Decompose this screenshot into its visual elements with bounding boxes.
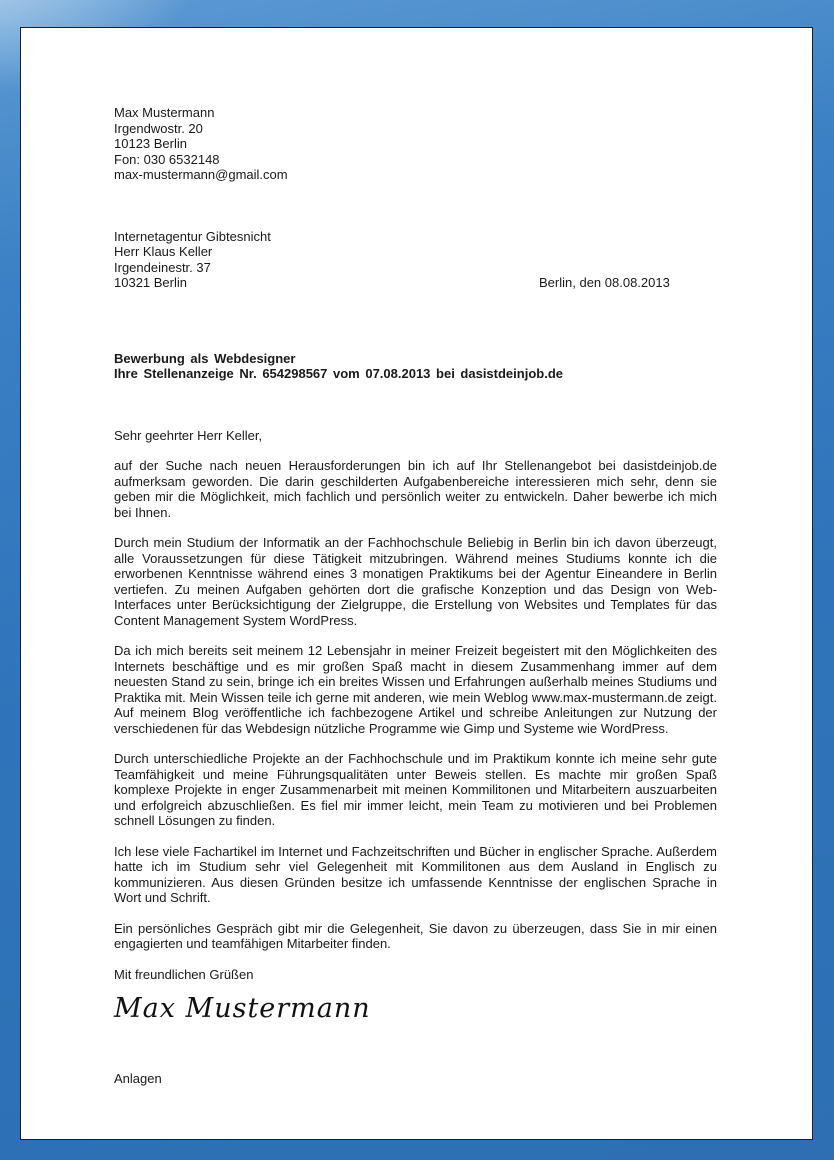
letter-page [20, 27, 813, 1140]
recipient-company: Internetagentur Gibtesnicht [114, 228, 271, 244]
letter-date: Berlin, den 08.08.2013 [539, 275, 670, 290]
salutation: Sehr geehrter Herr Keller, [114, 427, 263, 443]
subject-block [114, 351, 717, 382]
closing-phrase: Mit freundlichen Grüßen [114, 966, 254, 982]
sender-phone: Fon: 030 6532148 [114, 151, 220, 167]
sender-email: max-mustermann@gmail.com [114, 167, 288, 182]
body-paragraph: Durch mein Studium der Informatik an der Fachhochschule Beliebig in Berlin bin ich davon überzeugt, alle Voraussetzungen für diese Tätigkeit mitzubringen. Während meines Studiums konnte ich die erworbenen Kenntnisse während eines 3 monatigen Praktikums bei der Agentur Eineandere in Berlin vertiefen. Zu meinen Aufgaben gehörten dort die grafische Konzeption und das Design von Web-Interfaces unter Berücksichtigung der Zielgruppe, die Erstellung von Websites und Templates für das Content Management System WordPress. [114, 535, 717, 628]
subject-line-1: Bewerbung als Webdesigner [114, 350, 296, 366]
body-paragraph: auf der Suche nach neuen Herausforderungen bin ich auf Ihr Stellenangebot bei dasistdeinjob.de aufmerksam geworden. Die darin geschilderten Aufgabenbereiche interessieren mich sehr, denn sie geben mir die Möglichkeit, mich fachlich und persönlich weiter zu entwickeln. Daher bewerbe ich mich bei Ihnen. [114, 458, 717, 520]
enclosures-note: Anlagen [114, 1071, 162, 1086]
recipient-address-block [114, 229, 717, 291]
sender-address-block [114, 105, 717, 183]
subject-line-2: Ihre Stellenanzeige Nr. 654298567 vom 07.08.2013 bei dasistdeinjob.de [114, 366, 563, 381]
letter-content [21, 28, 812, 1087]
recipient-contact: Herr Klaus Keller [114, 244, 213, 259]
sender-name: Max Mustermann [114, 105, 215, 120]
body-paragraph: Ein persönliches Gespräch gibt mir die Gelegenheit, Sie davon zu überzeugen, dass Sie in mir einen engagierten und teamfähigen Mitarbeiter finden. [114, 920, 717, 951]
recipient-city: 10321 Berlin [114, 275, 187, 290]
body-paragraph: Da ich mich bereits seit meinem 12 Lebensjahr in meiner Freizeit begeistert mit den Möglichkeiten des Internets beschäftige und es mir großen Spaß macht in diesem Zusammenhang immer auf dem neuesten Stand zu sein, bringe ich ein breites Wissen und Erfahrungen außerhalb meines Studiums und Praktika mit. Mein Wissen teile ich gerne mit anderen, wie mein Weblog www.max-mustermann.de zeigt. Auf meinem Blog veröffentliche ich fachbezogene Artikel und schreibe Anleitungen zur Nutzung der verschiedenen für das Webdesign nützliche Programme wie Gimp und Systeme wie WordPress. [114, 643, 717, 736]
recipient-street: Irgendeinestr. 37 [114, 259, 211, 275]
body-paragraph: Durch unterschiedliche Projekte an der Fachhochschule und im Praktikum konnte ich meine sehr gute Teamfähigkeit und meine Führungsqualitäten unter Beweis stellen. Es machte mir großen Spaß komplexe Projekte in enger Zusammenarbeit mit meinen Kommilitonen und Mitarbeitern auszuarbeiten und erfolgreich abzuschließen. Es fiel mir immer leicht, mein Team zu motivieren und bei Problemen schnell Lösungen zu finden. [114, 751, 717, 828]
sender-city: 10123 Berlin [114, 136, 187, 151]
body-paragraph: Ich lese viele Fachartikel im Internet und Fachzeitschriften und Bücher in englischer Sprache. Außerdem hatte ich im Studium sehr viel Gelegenheit mit Kommilitonen aus dem Ausland in Englisch zu kommunizieren. Aus diesen Gründen besitze ich umfassende Kenntnisse der englischen Sprache in Wort und Schrift. [114, 843, 717, 905]
handwritten-signature: Max Mustermann [114, 993, 371, 1024]
sender-street: Irgendwostr. 20 [114, 120, 203, 136]
